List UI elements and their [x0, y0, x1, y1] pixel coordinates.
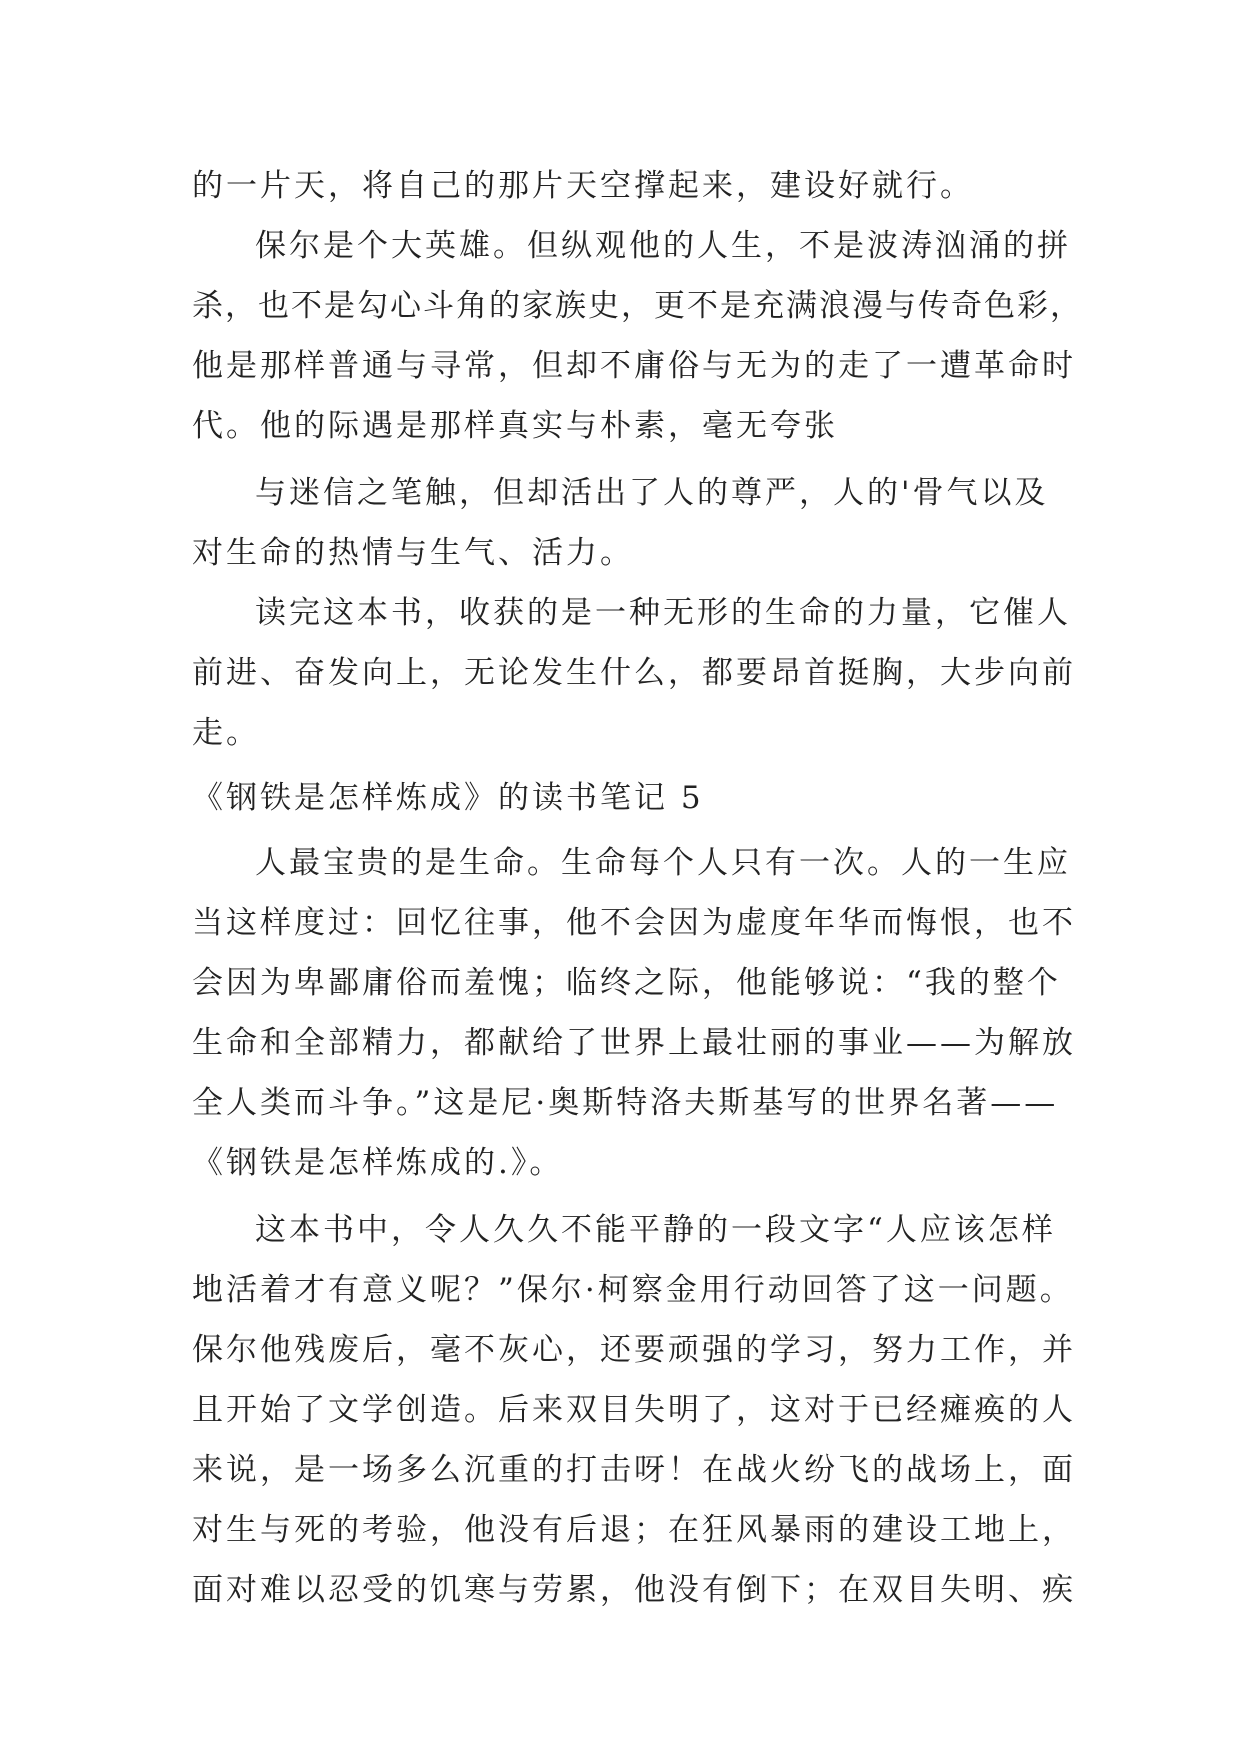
- text-line: 地活着才有意义呢？”保尔·柯察金用行动回答了这一问题。: [192, 1272, 1074, 1308]
- text-line: 的一片天，将自己的那片天空撑起来，建设好就行。: [192, 168, 974, 204]
- text-line: 来说，是一场多么沉重的打击呀！在战火纷飞的战场上，面: [192, 1452, 1076, 1488]
- text-line: 面对难以忍受的饥寒与劳累，他没有倒下；在双目失明、疾: [192, 1572, 1076, 1608]
- text-line: 与迷信之笔触，但却活出了人的尊严，人的'骨气以及: [255, 475, 1049, 511]
- text-line: 走。: [192, 715, 260, 751]
- text-line: 人最宝贵的是生命。生命每个人只有一次。人的一生应: [255, 845, 1071, 881]
- text-line: 《钢铁是怎样炼成的.》。: [192, 1145, 564, 1181]
- text-line: 前进、奋发向上，无论发生什么，都要昂首挺胸，大步向前: [192, 655, 1076, 691]
- text-line: 对生命的热情与生气、活力。: [192, 535, 634, 571]
- text-line: 会因为卑鄙庸俗而羞愧；临终之际，他能够说：“我的整个: [192, 965, 1061, 1001]
- text-line: 杀，也不是勾心斗角的家族史，更不是充满浪漫与传奇色彩，: [192, 288, 1083, 324]
- text-line: 读完这本书，收获的是一种无形的生命的力量，它催人: [255, 595, 1071, 631]
- text-line: 当这样度过：回忆往事，他不会因为虚度年华而悔恨，也不: [192, 905, 1076, 941]
- text-line: 保尔他残废后，毫不灰心，还要顽强的学习，努力工作，并: [192, 1332, 1076, 1368]
- section-heading: 《钢铁是怎样炼成》的读书笔记 5: [192, 780, 704, 816]
- text-line: 代。他的际遇是那样真实与朴素，毫无夸张: [192, 408, 838, 444]
- text-line: 这本书中，令人久久不能平静的一段文字“人应该怎样: [255, 1212, 1056, 1248]
- text-line: 生命和全部精力，都献给了世界上最壮丽的事业——为解放: [192, 1025, 1076, 1061]
- text-line: 对生与死的考验，他没有后退；在狂风暴雨的建设工地上，: [192, 1512, 1076, 1548]
- text-line: 保尔是个大英雄。但纵观他的人生，不是波涛汹涌的拼: [255, 228, 1071, 264]
- text-line: 全人类而斗争。”这是尼·奥斯特洛夫斯基写的世界名著——: [192, 1085, 1059, 1121]
- text-line: 他是那样普通与寻常，但却不庸俗与无为的走了一遭革命时: [192, 348, 1076, 384]
- text-line: 且开始了文学创造。后来双目失明了，这对于已经瘫痪的人: [192, 1392, 1076, 1428]
